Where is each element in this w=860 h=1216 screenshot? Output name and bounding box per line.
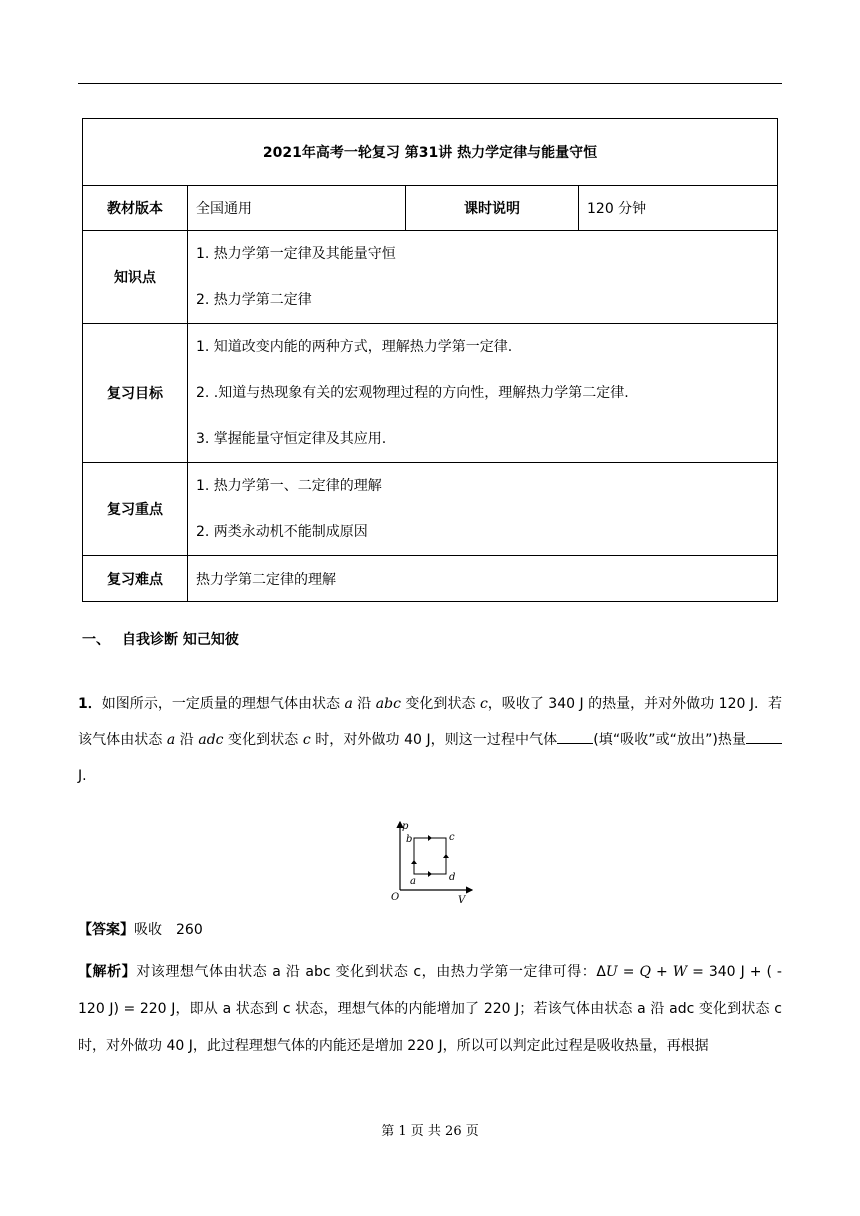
section-number: 一、 bbox=[82, 632, 110, 648]
origin-label: O bbox=[391, 892, 400, 903]
pv-diagram bbox=[386, 818, 476, 908]
var-w: W bbox=[672, 964, 688, 980]
question-number: 1． bbox=[78, 696, 102, 712]
var-abc: abc bbox=[375, 696, 401, 712]
section-heading bbox=[82, 629, 239, 649]
table-row bbox=[83, 231, 778, 324]
question-text: ，吸收了 340 J 的热量，并对外做功 120 J．若该气体由状态 bbox=[78, 696, 783, 748]
goals-items bbox=[188, 324, 778, 463]
axis-v-label: V bbox=[458, 895, 466, 906]
header-rule bbox=[78, 83, 782, 84]
cycle-path bbox=[414, 838, 446, 874]
arrow-bc bbox=[428, 835, 432, 841]
explanation-text: = 340 J + ( - 120 J) = 220 J，即从 a 状态到 c 状态，理想气体的内能增加了 220 J；若该气体由状态 a 沿 adc 变化到状态 c 时，对外做功 40 J，此过程理想气体的内能还是增加 220 J，所以可以判定此过程是吸收热量，再根据 bbox=[78, 964, 782, 1054]
explanation bbox=[78, 954, 782, 1065]
var-u: U bbox=[605, 964, 618, 980]
question-text: J. bbox=[78, 768, 87, 784]
table-row bbox=[83, 556, 778, 602]
var-c: c bbox=[302, 732, 311, 748]
answer-tag: 【答案】 bbox=[78, 922, 134, 938]
list-item: 2. 两类永动机不能制成原因 bbox=[196, 524, 368, 540]
explanation-text: 对该理想气体由状态 a 沿 abc 变化到状态 c，由热力学第一定律可得：Δ bbox=[136, 964, 606, 980]
question-text: 变化到状态 bbox=[400, 696, 480, 712]
question-text: 时，对外做功 40 J，则这一过程中气体 bbox=[310, 732, 558, 748]
arrow-ab bbox=[411, 860, 417, 864]
duration-value: 120 分钟 bbox=[579, 186, 778, 231]
list-item: 2. 热力学第二定律 bbox=[196, 292, 312, 308]
list-item: 2. .知道与热现象有关的宏观物理过程的方向性，理解热力学第二定律. bbox=[196, 385, 629, 401]
difficulty-value: 热力学第二定律的理解 bbox=[188, 556, 778, 602]
question-1 bbox=[78, 686, 782, 794]
table-row bbox=[83, 463, 778, 556]
list-item: 3. 掌握能量守恒定律及其应用. bbox=[196, 431, 387, 447]
answer-blank bbox=[557, 729, 593, 744]
var-adc: adc bbox=[198, 732, 224, 748]
question-text: (填“吸收”或“放出”)热量 bbox=[593, 732, 747, 748]
list-item: 1. 热力学第一、二定律的理解 bbox=[196, 478, 382, 494]
knowledge-items bbox=[188, 231, 778, 324]
var-a: a bbox=[344, 696, 353, 712]
question-text: 沿 bbox=[352, 696, 376, 712]
key-points-label: 复习重点 bbox=[83, 463, 188, 556]
duration-label: 课时说明 bbox=[406, 186, 579, 231]
course-info-table bbox=[82, 118, 778, 602]
list-item: 1. 热力学第一定律及其能量守恒 bbox=[196, 246, 396, 262]
arrow-dc bbox=[443, 854, 449, 858]
arrow-ad bbox=[428, 871, 432, 877]
answer-text: 吸收 260 bbox=[134, 922, 203, 938]
lecture-title: 2021年高考一轮复习 第31讲 热力学定律与能量守恒 bbox=[83, 119, 778, 186]
var-q: Q bbox=[639, 964, 651, 980]
list-item: 1. 知道改变内能的两种方式，理解热力学第一定律. bbox=[196, 339, 513, 355]
question-text: 沿 bbox=[175, 732, 199, 748]
axis-p-label: p bbox=[402, 821, 409, 832]
answer-blank bbox=[746, 729, 782, 744]
explanation-text: + bbox=[650, 964, 673, 980]
question-text: 变化到状态 bbox=[223, 732, 303, 748]
question-text: 如图所示，一定质量的理想气体由状态 bbox=[101, 696, 345, 712]
explanation-text: = bbox=[617, 964, 640, 980]
table-row bbox=[83, 324, 778, 463]
point-b-label: b bbox=[406, 834, 413, 845]
var-a: a bbox=[166, 732, 176, 748]
table-row bbox=[83, 119, 778, 186]
point-c-label: c bbox=[449, 832, 455, 843]
goals-label: 复习目标 bbox=[83, 324, 188, 463]
var-c: c bbox=[479, 696, 488, 712]
difficulty-label: 复习难点 bbox=[83, 556, 188, 602]
explanation-tag: 【解析】 bbox=[78, 964, 137, 980]
key-points-items bbox=[188, 463, 778, 556]
point-a-label: a bbox=[410, 876, 416, 887]
edition-label: 教材版本 bbox=[83, 186, 188, 231]
table-row bbox=[83, 186, 778, 231]
answer bbox=[78, 912, 782, 948]
point-d-label: d bbox=[449, 872, 456, 883]
page-footer: 第 1 页 共 26 页 bbox=[381, 1124, 479, 1139]
edition-value: 全国通用 bbox=[188, 186, 406, 231]
section-title: 自我诊断 知己知彼 bbox=[122, 632, 239, 648]
knowledge-label: 知识点 bbox=[83, 231, 188, 324]
